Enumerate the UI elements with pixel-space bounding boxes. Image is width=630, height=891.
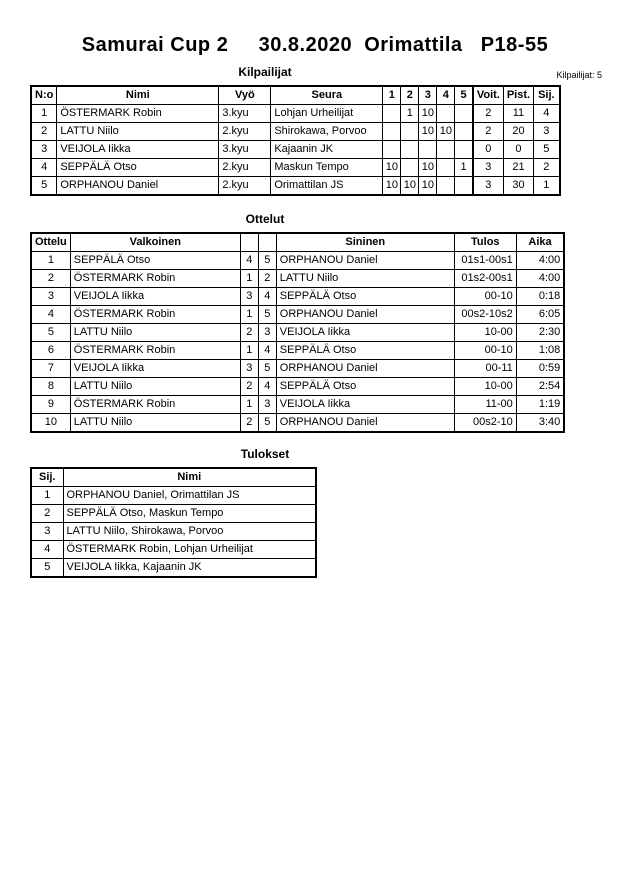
table-cell: 5 xyxy=(534,141,560,159)
table-cell: 5 xyxy=(31,324,70,342)
table-row xyxy=(31,324,564,342)
table-cell xyxy=(401,123,419,141)
table-cell: 5 xyxy=(31,559,63,578)
table-cell: 1 xyxy=(401,105,419,123)
table-cell: 1 xyxy=(240,270,258,288)
table-cell: 10 xyxy=(401,177,419,196)
table-cell: 10 xyxy=(419,177,437,196)
table-cell: ÖSTERMARK Robin xyxy=(57,105,219,123)
table-cell: 0 xyxy=(503,141,533,159)
table-cell: 2 xyxy=(240,414,258,433)
table-cell xyxy=(455,105,473,123)
column-header: Nimi xyxy=(63,468,316,487)
table-row xyxy=(31,414,564,433)
table-cell: 01s2-00s1 xyxy=(454,270,516,288)
table-cell: 10 xyxy=(437,123,455,141)
table-cell: 2.kyu xyxy=(219,177,271,196)
table-cell: 2 xyxy=(258,270,276,288)
table-cell xyxy=(383,141,401,159)
table-cell: 10 xyxy=(383,177,401,196)
table-row xyxy=(31,159,560,177)
table-cell: 4 xyxy=(31,159,57,177)
table-cell: 2 xyxy=(240,324,258,342)
column-header xyxy=(240,233,258,252)
table-cell: 1 xyxy=(455,159,473,177)
table-cell: 3 xyxy=(258,396,276,414)
table-cell: 1:19 xyxy=(516,396,564,414)
column-header: Sininen xyxy=(276,233,454,252)
table-cell: Maskun Tempo xyxy=(271,159,383,177)
column-header: Aika xyxy=(516,233,564,252)
table-cell: 4 xyxy=(534,105,560,123)
column-header: Seura xyxy=(271,86,383,105)
matches-table xyxy=(30,232,565,433)
results-table xyxy=(30,467,317,578)
table-cell: SEPPÄLÄ Otso xyxy=(70,252,240,270)
table-row xyxy=(31,559,316,578)
table-cell: 4 xyxy=(258,288,276,306)
table-cell: 4 xyxy=(258,342,276,360)
table-cell: 1 xyxy=(240,342,258,360)
table-cell: 5 xyxy=(258,306,276,324)
table-cell: 3 xyxy=(258,324,276,342)
table-cell: 00s2-10s2 xyxy=(454,306,516,324)
table-cell: 3 xyxy=(31,288,70,306)
table-cell: 10 xyxy=(419,105,437,123)
table-cell: 9 xyxy=(31,396,70,414)
table-cell: 01s1-00s1 xyxy=(454,252,516,270)
results-header-row xyxy=(31,468,316,487)
table-cell: ORPHANOU Daniel xyxy=(276,306,454,324)
column-header: 1 xyxy=(383,86,401,105)
column-header: Pist. xyxy=(503,86,533,105)
table-row xyxy=(31,123,560,141)
column-header: 4 xyxy=(437,86,455,105)
table-cell: 1 xyxy=(31,105,57,123)
table-cell: SEPPÄLÄ Otso xyxy=(276,288,454,306)
table-cell: ÖSTERMARK Robin xyxy=(70,306,240,324)
competitors-table xyxy=(30,85,561,196)
table-cell: ÖSTERMARK Robin xyxy=(70,396,240,414)
table-cell: 11-00 xyxy=(454,396,516,414)
table-row xyxy=(31,270,564,288)
table-cell: ORPHANOU Daniel xyxy=(276,360,454,378)
column-header: Tulos xyxy=(454,233,516,252)
table-cell: 0:59 xyxy=(516,360,564,378)
table-cell: ÖSTERMARK Robin xyxy=(70,270,240,288)
table-cell: VEIJOLA Iikka xyxy=(57,141,219,159)
table-cell: 3 xyxy=(240,288,258,306)
table-cell: 00s2-10 xyxy=(454,414,516,433)
table-cell: 3 xyxy=(31,523,63,541)
column-header: Vyö xyxy=(219,86,271,105)
table-cell: 4:00 xyxy=(516,270,564,288)
table-cell: ORPHANOU Daniel xyxy=(276,414,454,433)
table-row xyxy=(31,288,564,306)
table-cell xyxy=(401,159,419,177)
table-cell: 2 xyxy=(31,505,63,523)
table-cell: SEPPÄLÄ Otso xyxy=(276,342,454,360)
table-cell xyxy=(383,105,401,123)
table-cell: 7 xyxy=(31,360,70,378)
page-title: Samurai Cup 2 30.8.2020 Orimattila P18-55 xyxy=(81,34,549,56)
table-cell: 21 xyxy=(503,159,533,177)
table-cell: 6 xyxy=(31,342,70,360)
table-cell: 00-10 xyxy=(454,288,516,306)
column-header: Ottelu xyxy=(31,233,70,252)
table-cell: 10 xyxy=(419,159,437,177)
table-cell: 2:30 xyxy=(516,324,564,342)
table-cell: VEIJOLA Iikka, Kajaanin JK xyxy=(63,559,316,578)
table-cell: 2 xyxy=(31,270,70,288)
table-cell: 8 xyxy=(31,378,70,396)
table-cell: 2 xyxy=(473,123,504,141)
table-row xyxy=(31,252,564,270)
table-cell: 10 xyxy=(419,123,437,141)
table-row xyxy=(31,396,564,414)
table-cell: ÖSTERMARK Robin, Lohjan Urheilijat xyxy=(63,541,316,559)
table-cell: 30 xyxy=(503,177,533,196)
table-cell: 5 xyxy=(258,414,276,433)
column-header: 5 xyxy=(455,86,473,105)
table-cell: 3 xyxy=(473,159,504,177)
table-cell: 1 xyxy=(31,252,70,270)
table-cell: LATTU Niilo xyxy=(70,378,240,396)
table-row xyxy=(31,505,316,523)
table-cell xyxy=(455,123,473,141)
table-cell: 1 xyxy=(31,487,63,505)
table-row xyxy=(31,541,316,559)
table-cell xyxy=(437,141,455,159)
table-row xyxy=(31,177,560,196)
table-cell: 6:05 xyxy=(516,306,564,324)
column-header: N:o xyxy=(31,86,57,105)
table-cell: 3 xyxy=(31,141,57,159)
table-cell xyxy=(383,123,401,141)
table-cell: 1 xyxy=(240,306,258,324)
table-cell: VEIJOLA Iikka xyxy=(70,360,240,378)
table-cell xyxy=(401,141,419,159)
table-cell xyxy=(455,177,473,196)
column-header xyxy=(258,233,276,252)
table-cell: 2 xyxy=(31,123,57,141)
table-cell: SEPPÄLÄ Otso xyxy=(57,159,219,177)
table-cell: 0 xyxy=(473,141,504,159)
table-cell: 5 xyxy=(258,360,276,378)
matches-heading: Ottelut xyxy=(245,212,285,226)
table-cell: 2.kyu xyxy=(219,123,271,141)
table-cell: 1:08 xyxy=(516,342,564,360)
table-row xyxy=(31,523,316,541)
table-cell: 2 xyxy=(240,378,258,396)
table-cell: LATTU Niilo xyxy=(276,270,454,288)
table-cell: Lohjan Urheilijat xyxy=(271,105,383,123)
column-header: Voit. xyxy=(473,86,504,105)
table-cell: 3 xyxy=(240,360,258,378)
table-row xyxy=(31,378,564,396)
table-cell xyxy=(437,159,455,177)
table-cell: 4:00 xyxy=(516,252,564,270)
table-cell: 4 xyxy=(240,252,258,270)
table-cell: 4 xyxy=(258,378,276,396)
table-cell xyxy=(437,177,455,196)
column-header: Nimi xyxy=(57,86,219,105)
table-cell: 3 xyxy=(473,177,504,196)
table-row xyxy=(31,141,560,159)
table-cell: ORPHANOU Daniel xyxy=(276,252,454,270)
table-cell: 1 xyxy=(240,396,258,414)
table-row xyxy=(31,306,564,324)
matches-header-row xyxy=(31,233,564,252)
table-cell: LATTU Niilo xyxy=(57,123,219,141)
table-cell: Orimattilan JS xyxy=(271,177,383,196)
table-cell: 5 xyxy=(258,252,276,270)
table-cell: VEIJOLA Iikka xyxy=(276,324,454,342)
table-cell: VEIJOLA Iikka xyxy=(276,396,454,414)
table-cell: 3 xyxy=(534,123,560,141)
table-cell xyxy=(455,141,473,159)
table-cell: SEPPÄLÄ Otso, Maskun Tempo xyxy=(63,505,316,523)
table-cell: 00-11 xyxy=(454,360,516,378)
table-cell: 0:18 xyxy=(516,288,564,306)
table-cell: 4 xyxy=(31,541,63,559)
table-row xyxy=(31,487,316,505)
table-cell xyxy=(419,141,437,159)
table-cell: SEPPÄLÄ Otso xyxy=(276,378,454,396)
table-cell: 2 xyxy=(534,159,560,177)
table-cell: LATTU Niilo xyxy=(70,324,240,342)
competitors-count-label: Kilpailijat: 5 xyxy=(556,70,602,80)
table-cell: Kajaanin JK xyxy=(271,141,383,159)
table-cell: LATTU Niilo, Shirokawa, Porvoo xyxy=(63,523,316,541)
table-row xyxy=(31,105,560,123)
table-cell: 5 xyxy=(31,177,57,196)
table-row xyxy=(31,342,564,360)
table-cell: 10-00 xyxy=(454,324,516,342)
table-row xyxy=(31,360,564,378)
table-cell: ÖSTERMARK Robin xyxy=(70,342,240,360)
table-cell: 1 xyxy=(534,177,560,196)
table-cell xyxy=(437,105,455,123)
table-cell: 00-10 xyxy=(454,342,516,360)
table-cell: LATTU Niilo xyxy=(70,414,240,433)
table-cell: 10 xyxy=(383,159,401,177)
table-cell: 4 xyxy=(31,306,70,324)
table-cell: 2:54 xyxy=(516,378,564,396)
table-cell: 20 xyxy=(503,123,533,141)
column-header: 3 xyxy=(419,86,437,105)
competitors-heading: Kilpailijat xyxy=(238,65,292,79)
column-header: Sij. xyxy=(31,468,63,487)
competitors-header-row xyxy=(31,86,560,105)
table-cell: 2 xyxy=(473,105,504,123)
table-cell: 10-00 xyxy=(454,378,516,396)
table-cell: VEIJOLA Iikka xyxy=(70,288,240,306)
column-header: Sij. xyxy=(534,86,560,105)
table-cell: 11 xyxy=(503,105,533,123)
table-cell: 2.kyu xyxy=(219,159,271,177)
table-cell: ORPHANOU Daniel, Orimattilan JS xyxy=(63,487,316,505)
table-cell: 3.kyu xyxy=(219,105,271,123)
table-cell: ORPHANOU Daniel xyxy=(57,177,219,196)
column-header: 2 xyxy=(401,86,419,105)
table-cell: 3:40 xyxy=(516,414,564,433)
column-header: Valkoinen xyxy=(70,233,240,252)
table-cell: 3.kyu xyxy=(219,141,271,159)
table-cell: 10 xyxy=(31,414,70,433)
results-heading: Tulokset xyxy=(240,447,290,461)
table-cell: Shirokawa, Porvoo xyxy=(271,123,383,141)
